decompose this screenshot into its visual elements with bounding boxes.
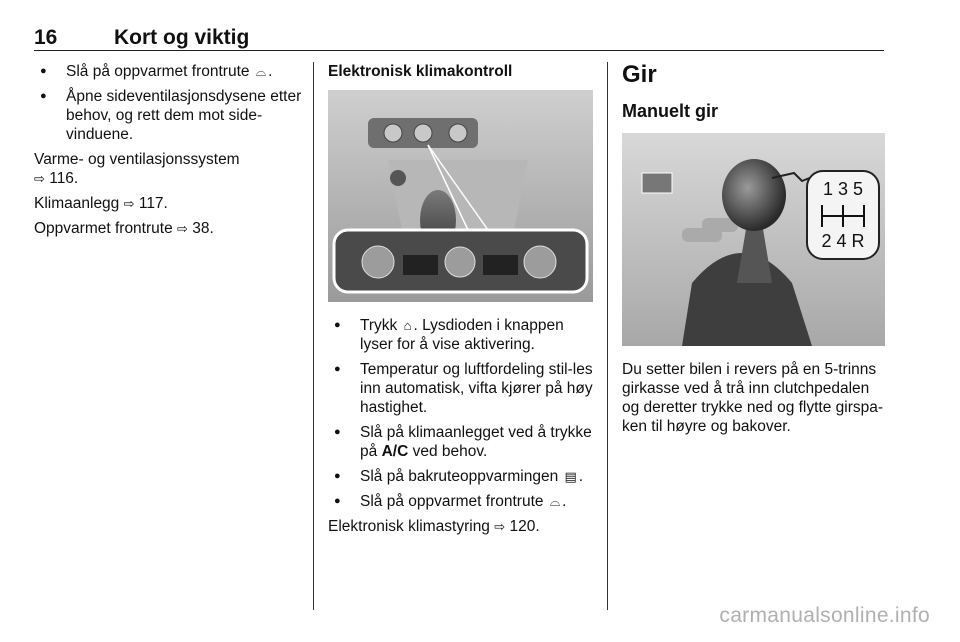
column-1 xyxy=(34,62,304,244)
page-number: 16 xyxy=(34,26,58,49)
column-divider-1 xyxy=(313,62,314,610)
ac-label: A/C xyxy=(381,443,409,460)
section-heading-large: Gir xyxy=(622,61,657,88)
column-3 xyxy=(622,62,887,442)
cross-reference: Varme- og ventilasjonssystem ⇨ 116. xyxy=(34,151,240,187)
ref-arrow-icon: ⇨ xyxy=(494,519,506,534)
ref-arrow-icon: ⇨ xyxy=(177,221,188,236)
list-item: ● Slå på bakruteoppvarmingen ▤ . xyxy=(328,467,593,486)
page-header xyxy=(34,26,884,51)
section-heading-medium: Manuelt gir xyxy=(622,101,719,121)
list-item: ● Åpne sideventilasjonsdysene etter behov, og rett dem mot side-vinduene. xyxy=(34,87,304,144)
list-item: ● Slå på klimaanlegget ved å trykke på A/C ved behov. xyxy=(328,423,593,461)
gear-pattern-top: 1 3 5 xyxy=(822,179,864,199)
gear-lever-photo xyxy=(622,133,885,346)
ref-arrow-icon: ⇨ xyxy=(123,196,135,211)
col2-bullet-list xyxy=(328,316,593,511)
section-heading: Elektronisk klimakontroll xyxy=(328,63,513,80)
gear-pattern-bottom: 2 4 R xyxy=(821,231,865,251)
auto-icon: ⌂ xyxy=(403,318,412,333)
cross-reference: Elektronisk klimastyring ⇨ 120. xyxy=(328,518,540,535)
list-item: ● Slå på oppvarmet frontrute ⌓ . xyxy=(34,62,304,81)
heated-windscreen-icon: ⌓ xyxy=(255,64,267,79)
body-paragraph: Du setter bilen i revers på en 5-trinns girkasse ved å trå inn clutchpedalen og deretter trykke ned og flytte girspa-ken til høyre og bakover. xyxy=(622,361,884,435)
list-item: ● Temperatur og luftfordeling stil-les inn automatisk, vifta kjører på høy hastighet. xyxy=(328,360,593,417)
rear-window-heat-icon: ▤ xyxy=(564,469,577,484)
heated-windscreen-icon: ⌓ xyxy=(549,494,561,509)
column-divider-2 xyxy=(607,62,608,610)
climate-control-photo xyxy=(328,90,593,302)
list-item: ● Slå på oppvarmet frontrute ⌓ . xyxy=(328,492,593,511)
ref-arrow-icon: ⇨ xyxy=(34,171,45,186)
cross-reference: Klimaanlegg ⇨ 117. xyxy=(34,195,168,212)
page-title: Kort og viktig xyxy=(114,26,250,49)
cross-reference: Oppvarmet frontrute ⇨ 38. xyxy=(34,220,214,237)
watermark: carmanualsonline.info xyxy=(719,604,930,627)
col1-bullet-list xyxy=(34,62,304,144)
column-2 xyxy=(328,62,593,542)
list-item: ● Trykk ⌂ . Lysdioden i knappen lyser for å vise aktivering. xyxy=(328,316,593,354)
